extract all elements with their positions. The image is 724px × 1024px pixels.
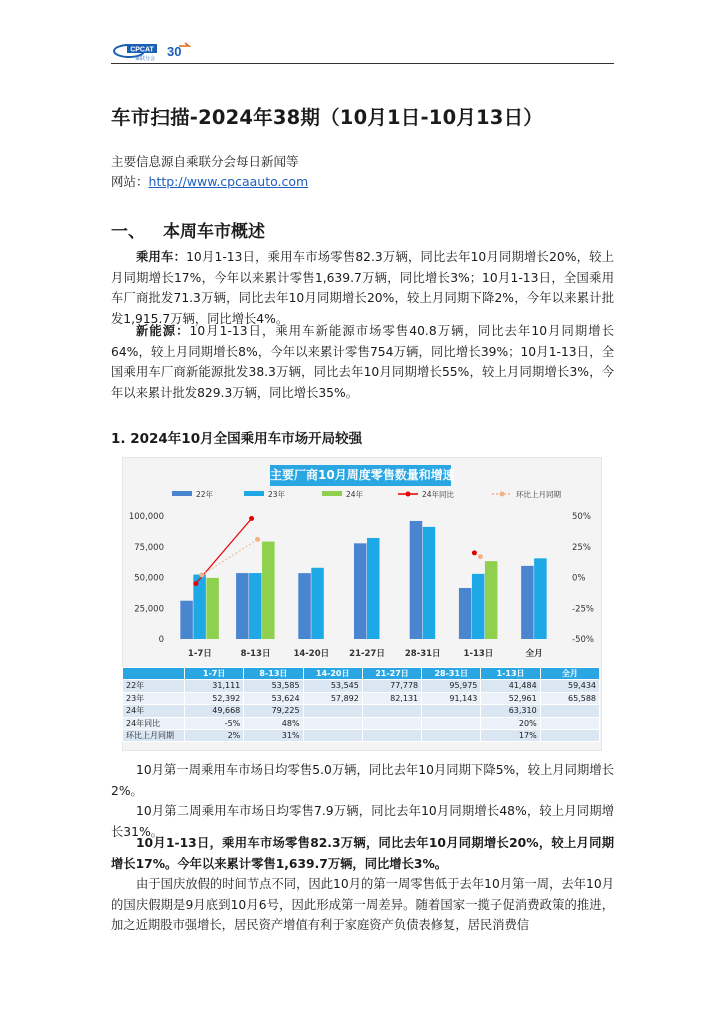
table-header-cell: 全月: [540, 668, 599, 680]
table-row: [123, 705, 600, 717]
table-header-cell: 21-27日: [362, 668, 421, 680]
row-label: 24年: [123, 705, 185, 717]
y2-tick-label: -25%: [572, 604, 594, 615]
summary-paragraph: 10月1-13日，乘用车市场零售82.3万辆，同比去年10月同期增长20%，较上月同期增长17%。今年以来累计零售1,639.7万辆，同比增长3%。: [111, 836, 614, 871]
y2-tick-label: 25%: [572, 542, 591, 553]
table-cell: [303, 705, 362, 717]
line-point: [472, 550, 477, 555]
chart-legend: [172, 489, 561, 499]
table-row: [123, 730, 600, 742]
y-axis-right: [572, 512, 594, 645]
table-cell: 49,668: [185, 705, 244, 717]
bar: [367, 538, 380, 639]
legend-swatch: [172, 491, 192, 496]
passenger-car-paragraph: [111, 247, 614, 329]
legend-label: 24年同比: [422, 490, 455, 499]
week1-paragraph: 10月第一周乘用车市场日均零售5.0万辆，同比去年10月同期下降5%，较上月同期增长2%。: [111, 763, 614, 798]
nev-text: 10月1-13日，乘用车新能源市场零售40.8万辆，同比去年10月同期增长64%，较上月同期增长8%，今年以来累计零售754万辆，同比增长39%；10月1-13日，全国乘用车厂商新能源批发38.3万辆，同比去年10月同期增长55%，较上月同期增长3%，今年以来累计批发829.3万辆，同比增长35%。: [111, 324, 614, 400]
nev-label: 新能源：: [136, 324, 190, 338]
table-cell: 53,545: [303, 680, 362, 692]
table-cell: [540, 717, 599, 729]
bar: [521, 566, 534, 639]
table-cell: 52,392: [185, 692, 244, 704]
x-axis: [188, 648, 543, 659]
table-cell: 65,588: [540, 692, 599, 704]
line-point: [478, 554, 483, 559]
bar: [311, 568, 324, 639]
nev-paragraph: [111, 321, 614, 403]
week2-paragraph: 10月第二周乘用车市场日均零售7.9万辆，同比去年10月同期增长48%，较上月同期增长31%。: [111, 804, 614, 839]
website-line: [111, 172, 308, 192]
table-header-row: [123, 668, 600, 680]
data-table: [122, 667, 600, 742]
source-info: [111, 152, 308, 192]
legend-label: 24年: [346, 490, 364, 499]
legend-swatch: [244, 491, 264, 496]
website-link[interactable]: http://www.cpcaauto.com: [148, 174, 309, 189]
legend-label: 23年: [268, 490, 286, 499]
bar: [410, 521, 423, 639]
page-title: 车市扫描-2024年38期（10月1日-10月13日）: [111, 106, 543, 129]
table-header-cell: 8-13日: [244, 668, 303, 680]
bar: [249, 573, 261, 639]
x-tick-label: 1-7日: [187, 649, 212, 659]
table-cell: 77,778: [362, 680, 421, 692]
table-header-cell: 14-20日: [303, 668, 362, 680]
row-label: 22年: [123, 680, 185, 692]
table-cell: 20%: [481, 717, 540, 729]
bar: [236, 573, 249, 639]
bar: [423, 527, 436, 639]
table-cell: 48%: [244, 717, 303, 729]
table-cell: 31,111: [185, 680, 244, 692]
y2-tick-label: 50%: [572, 512, 591, 522]
table-row: [123, 692, 600, 704]
bar: [180, 601, 193, 639]
table-row: [123, 680, 600, 692]
bar: [206, 578, 219, 639]
legend-swatch: [322, 491, 342, 496]
table-cell: 79,225: [244, 705, 303, 717]
table-cell: [422, 705, 481, 717]
table-header-cell: 1-13日: [481, 668, 540, 680]
bar: [354, 543, 367, 639]
table-header-cell: 1-7日: [185, 668, 244, 680]
bar: [262, 542, 275, 639]
y-tick-label: 100,000: [128, 512, 164, 522]
subsection-heading: 1. 2024年10月全国乘用车市场开局较强: [111, 431, 363, 447]
table-cell: 95,975: [422, 680, 481, 692]
row-label: 24年同比: [123, 717, 185, 729]
section-title: 本周车市概述: [163, 222, 265, 242]
table-row: [123, 717, 600, 729]
table-cell: -5%: [185, 717, 244, 729]
x-tick-label: 全月: [525, 649, 543, 659]
y2-tick-label: 0%: [572, 573, 586, 584]
header-rule: [111, 63, 614, 64]
logo-subtext: 乘联分会: [135, 56, 156, 62]
table-cell: [362, 705, 421, 717]
cpca-logo: [113, 40, 193, 62]
passenger-car-text: 10月1-13日，乘用车市场零售82.3万辆，同比去年10月同期增长20%，较上月同期增长17%，今年以来累计零售1,639.7万辆，同比增长3%；10月1-13日，全国乘用车厂商批发71.3万辆，同比去年10月同期增长20%，较上月同期下降2%，今年以来累计批发1,915.7万辆，同比增长4%。: [111, 250, 614, 326]
y-axis-left: [129, 512, 164, 645]
legend-marker: [406, 492, 411, 497]
table-cell: 17%: [481, 730, 540, 742]
table-cell: 53,585: [244, 680, 303, 692]
row-label: 23年: [123, 692, 185, 704]
passenger-car-label: 乘用车：: [136, 250, 187, 264]
x-tick-label: 14-20日: [293, 649, 330, 659]
table-cell: 91,143: [422, 692, 481, 704]
bar: [534, 558, 547, 639]
x-tick-label: 21-27日: [349, 649, 385, 659]
logo-anniversary: 30: [167, 44, 182, 59]
bar: [298, 573, 311, 639]
line-point: [255, 537, 260, 542]
x-tick-label: 8-13日: [240, 649, 271, 659]
bar: [472, 574, 485, 639]
table-header-cell: 28-31日: [422, 668, 481, 680]
bar: [459, 588, 472, 639]
table-cell: [303, 717, 362, 729]
table-cell: [540, 705, 599, 717]
source-line: 主要信息源自乘联分会每日新闻等: [111, 154, 299, 169]
table-cell: [422, 717, 481, 729]
table-cell: 82,131: [362, 692, 421, 704]
table-cell: 52,961: [481, 692, 540, 704]
table-cell: 41,484: [481, 680, 540, 692]
table-cell: 31%: [244, 730, 303, 742]
x-tick-label: 1-13日: [463, 649, 494, 659]
table-cell: [540, 730, 599, 742]
y-tick-label: 75,000: [134, 542, 164, 553]
table-cell: 2%: [185, 730, 244, 742]
chart-bars: [180, 521, 546, 639]
bar: [485, 561, 498, 639]
legend-label: 22年: [196, 490, 214, 499]
table-cell: 63,310: [481, 705, 540, 717]
section-number: 一、: [111, 222, 145, 242]
weekly-sales-chart: [122, 457, 600, 667]
y2-tick-label: -50%: [572, 635, 594, 645]
table-cell: 57,892: [303, 692, 362, 704]
chart-title: 主要厂商10月周度零售数量和增速: [270, 465, 451, 486]
legend-label: 环比上月同期: [516, 490, 561, 499]
section-heading: [111, 217, 265, 242]
website-label: 网站：: [111, 174, 149, 189]
table-cell: 53,624: [244, 692, 303, 704]
table-cell: [362, 730, 421, 742]
table-cell: [303, 730, 362, 742]
analysis-paragraph: 由于国庆放假的时间节点不同，因此10月的第一周零售低于去年10月第一周，去年10月的国庆假期是9月底到10月6号，因此形成第一周差异。随着国家一揽子促消费政策的推进，加之近期股市强增长，居民资产增值有利于家庭资产负债表修复，居民消费信: [111, 877, 614, 933]
x-tick-label: 28-31日: [404, 649, 441, 659]
legend-marker: [500, 492, 505, 497]
table-cell: [422, 730, 481, 742]
y-tick-label: 0: [158, 635, 164, 645]
table-cell: [362, 717, 421, 729]
table-header-cell: [123, 668, 185, 680]
row-label: 环比上月同期: [123, 730, 185, 742]
logo-text: CPCAT: [130, 46, 154, 54]
table-cell: 59,434: [540, 680, 599, 692]
y-tick-label: 50,000: [134, 573, 164, 584]
y-tick-label: 25,000: [134, 604, 164, 615]
